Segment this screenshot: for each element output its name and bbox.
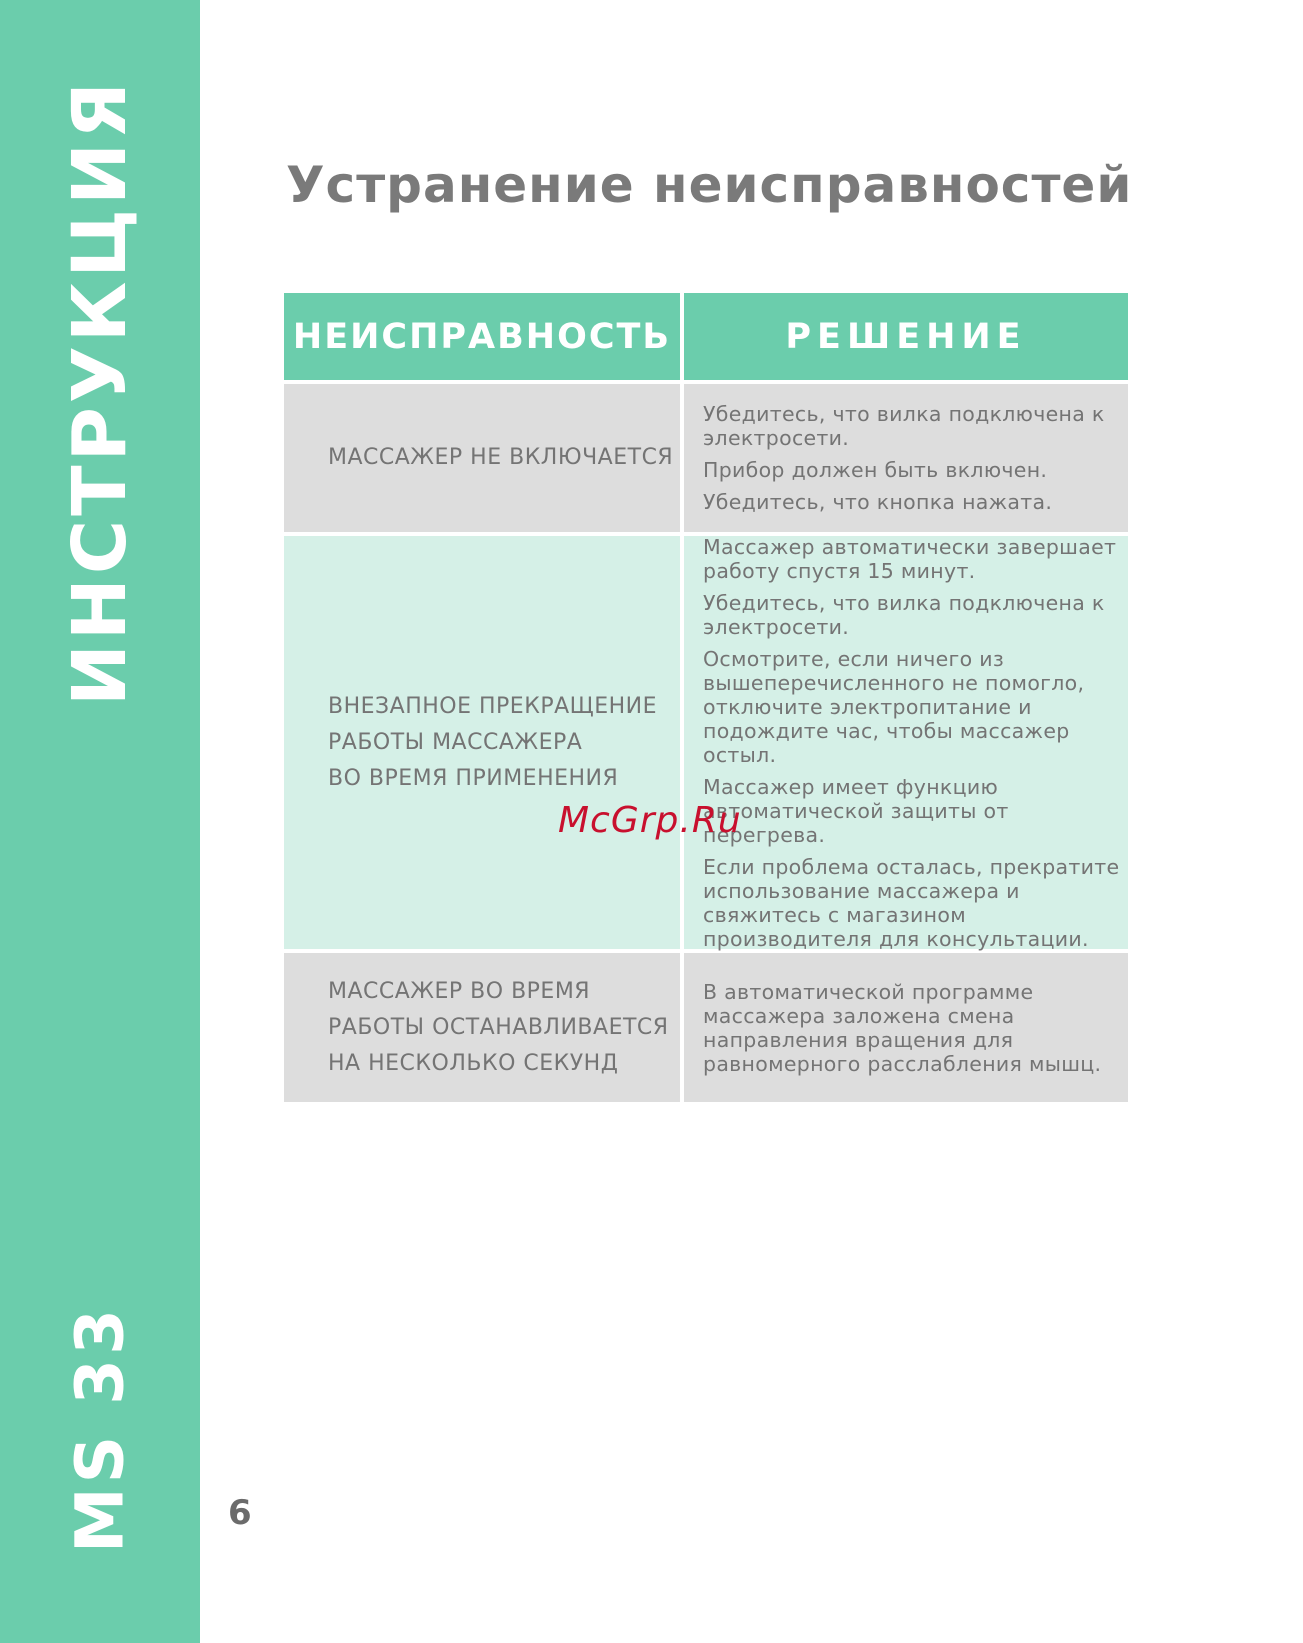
problem-line: МАССАЖЕР ВО ВРЕМЯ (328, 978, 591, 1004)
solution-item: Убедитесь, что вилка подключена к электросети. (703, 590, 1105, 639)
solution-item: Убедитесь, что кнопка нажата. (703, 490, 1053, 514)
sidebar (0, 0, 200, 1643)
sidebar-model-label: MS 33 (61, 1304, 139, 1554)
page-title: Устранение неисправностей (286, 156, 1133, 214)
problem-line: ВО ВРЕМЯ ПРИМЕНЕНИЯ (328, 765, 619, 791)
problem-line: МАССАЖЕР НЕ ВКЛЮЧАЕТСЯ (328, 445, 674, 470)
problem-line: ВНЕЗАПНОЕ ПРЕКРАЩЕНИЕ (328, 693, 657, 719)
solution-item: Осмотрите, если ничего из вышеперечисленного не помогло, отключите электропитание и подождите час, чтобы массажер остыл. (703, 646, 1085, 767)
problem-line: НА НЕСКОЛЬКО СЕКУНД (328, 1050, 619, 1076)
problem-line: РАБОТЫ МАССАЖЕРА (328, 729, 583, 755)
header-problem: НЕИСПРАВНОСТЬ (284, 293, 680, 380)
solution-item: Убедитесь, что вилка подключена к электросети. (703, 402, 1105, 450)
problem-line: РАБОТЫ ОСТАНАВЛИВАЕТСЯ (328, 1014, 669, 1040)
solution-cell (684, 953, 1128, 1102)
solution-item: Массажер автоматически завершает работу спустя 15 минут. (703, 534, 1117, 583)
problem-cell (284, 384, 680, 532)
header-solution: РЕШЕНИЕ (684, 293, 1128, 380)
solution-item: Прибор должен быть включен. (703, 458, 1048, 482)
solution-item: Массажер имеет функцию автоматической защиты от перегрева. (703, 774, 1009, 847)
sidebar-doc-label: ИНСТРУКЦИЯ (57, 78, 143, 706)
solution-cell (684, 536, 1128, 949)
solution-item: В автоматической программе массажера заложена смена направления вращения для равномерного расслабления мышц. (703, 979, 1102, 1076)
solution-cell (684, 384, 1128, 532)
page-number: 6 (228, 1493, 252, 1533)
problem-cell (284, 953, 680, 1102)
problem-cell (284, 536, 680, 949)
solution-item: Если проблема осталась, прекратите использование массажера и свяжитесь с магазином производителя для консультации. (703, 854, 1120, 951)
watermark: McGrp.Ru (558, 800, 742, 841)
